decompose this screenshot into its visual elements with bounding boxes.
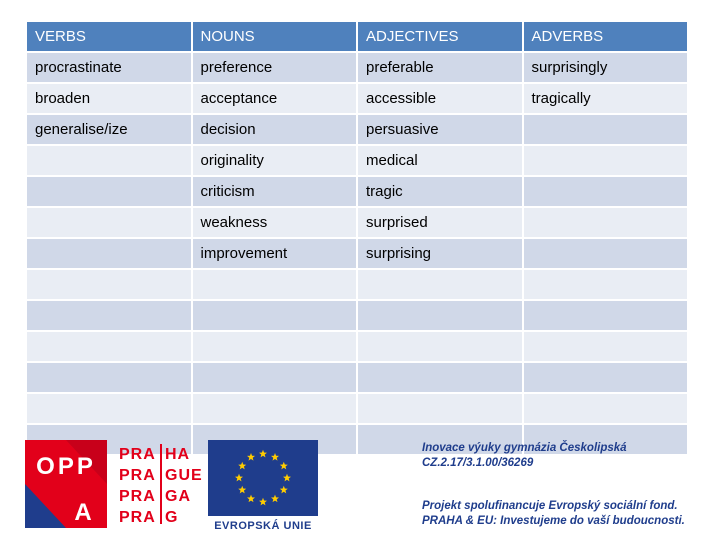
noun-cell bbox=[192, 331, 358, 362]
noun-cell: improvement bbox=[192, 238, 358, 269]
verb-cell bbox=[26, 238, 192, 269]
table-row bbox=[26, 52, 688, 83]
adverb-cell bbox=[523, 269, 689, 300]
table-row bbox=[26, 269, 688, 300]
praha-logo-word-left: PRA bbox=[119, 467, 156, 484]
header-verbs: VERBS bbox=[26, 21, 192, 52]
noun-cell bbox=[192, 393, 358, 424]
verb-cell: generalise/ize bbox=[26, 114, 192, 145]
verb-cell: procrastinate bbox=[26, 52, 192, 83]
adjective-cell: medical bbox=[357, 145, 523, 176]
oppa-logo-text-line2: A bbox=[74, 499, 92, 526]
adjective-cell: persuasive bbox=[357, 114, 523, 145]
project-info-top bbox=[422, 441, 627, 471]
noun-cell: acceptance bbox=[192, 83, 358, 114]
adjective-cell bbox=[357, 331, 523, 362]
table-body bbox=[26, 52, 688, 455]
table-row bbox=[26, 83, 688, 114]
adverb-cell bbox=[523, 207, 689, 238]
noun-cell: originality bbox=[192, 145, 358, 176]
adverb-cell bbox=[523, 331, 689, 362]
praha-logo-word-left: PRA bbox=[119, 488, 156, 505]
project-title: Inovace výuky gymnázia Českolipská bbox=[422, 442, 627, 454]
verb-cell bbox=[26, 207, 192, 238]
eu-label: EVROPSKÁ UNIE bbox=[214, 520, 312, 532]
adverb-cell: tragically bbox=[523, 83, 689, 114]
table-row bbox=[26, 300, 688, 331]
praha-logo-word-right: HA bbox=[165, 446, 191, 463]
table-row bbox=[26, 393, 688, 424]
eu-logo bbox=[208, 440, 318, 536]
adverb-cell bbox=[523, 362, 689, 393]
adverb-cell bbox=[523, 176, 689, 207]
project-funding: Projekt spolufinancuje Evropský sociální fond. bbox=[422, 500, 678, 512]
noun-cell bbox=[192, 269, 358, 300]
praha-logo-word-right: GA bbox=[165, 488, 191, 505]
project-slogan: PRAHA & EU: Investujeme do vaší budoucnosti. bbox=[422, 515, 685, 527]
verb-cell bbox=[26, 362, 192, 393]
adverb-cell bbox=[523, 114, 689, 145]
table-row bbox=[26, 145, 688, 176]
oppa-logo bbox=[25, 440, 107, 528]
noun-cell: decision bbox=[192, 114, 358, 145]
adjective-cell: surprising bbox=[357, 238, 523, 269]
table-row bbox=[26, 207, 688, 238]
verb-cell: broaden bbox=[26, 83, 192, 114]
eu-flag bbox=[208, 440, 318, 516]
praha-logo-word-left: PRA bbox=[119, 446, 156, 463]
adjective-cell bbox=[357, 269, 523, 300]
verb-cell bbox=[26, 176, 192, 207]
verb-cell bbox=[26, 145, 192, 176]
adverb-cell bbox=[523, 300, 689, 331]
adjective-cell bbox=[357, 393, 523, 424]
header-adjectives: ADJECTIVES bbox=[357, 21, 523, 52]
noun-cell bbox=[192, 362, 358, 393]
noun-cell: preference bbox=[192, 52, 358, 83]
noun-cell: criticism bbox=[192, 176, 358, 207]
table-row bbox=[26, 331, 688, 362]
adjective-cell bbox=[357, 362, 523, 393]
praha-logo-word-left: PRA bbox=[119, 509, 156, 526]
word-forms-table bbox=[25, 20, 689, 456]
oppa-logo-text-line1: OPP bbox=[36, 453, 96, 480]
adjective-cell: accessible bbox=[357, 83, 523, 114]
table-header-row bbox=[26, 21, 688, 52]
project-code: CZ.2.17/3.1.00/36269 bbox=[422, 457, 534, 469]
noun-cell: weakness bbox=[192, 207, 358, 238]
adverb-cell bbox=[523, 393, 689, 424]
adverb-cell bbox=[523, 145, 689, 176]
table-row bbox=[26, 238, 688, 269]
noun-cell bbox=[192, 300, 358, 331]
adjective-cell: surprised bbox=[357, 207, 523, 238]
praha-logo-word-right: GUE bbox=[165, 467, 203, 484]
table-row bbox=[26, 114, 688, 145]
praha-logo bbox=[116, 440, 203, 528]
table-row bbox=[26, 362, 688, 393]
header-nouns: NOUNS bbox=[192, 21, 358, 52]
adjective-cell bbox=[357, 300, 523, 331]
table-row bbox=[26, 176, 688, 207]
adjective-cell: preferable bbox=[357, 52, 523, 83]
verb-cell bbox=[26, 300, 192, 331]
footer bbox=[0, 432, 720, 540]
verb-cell bbox=[26, 331, 192, 362]
verb-cell bbox=[26, 269, 192, 300]
verb-cell bbox=[26, 393, 192, 424]
adjective-cell: tragic bbox=[357, 176, 523, 207]
praha-logo-word-right: G bbox=[165, 509, 179, 526]
adverb-cell: surprisingly bbox=[523, 52, 689, 83]
project-info-bottom bbox=[422, 499, 685, 529]
header-adverbs: ADVERBS bbox=[523, 21, 689, 52]
adverb-cell bbox=[523, 238, 689, 269]
